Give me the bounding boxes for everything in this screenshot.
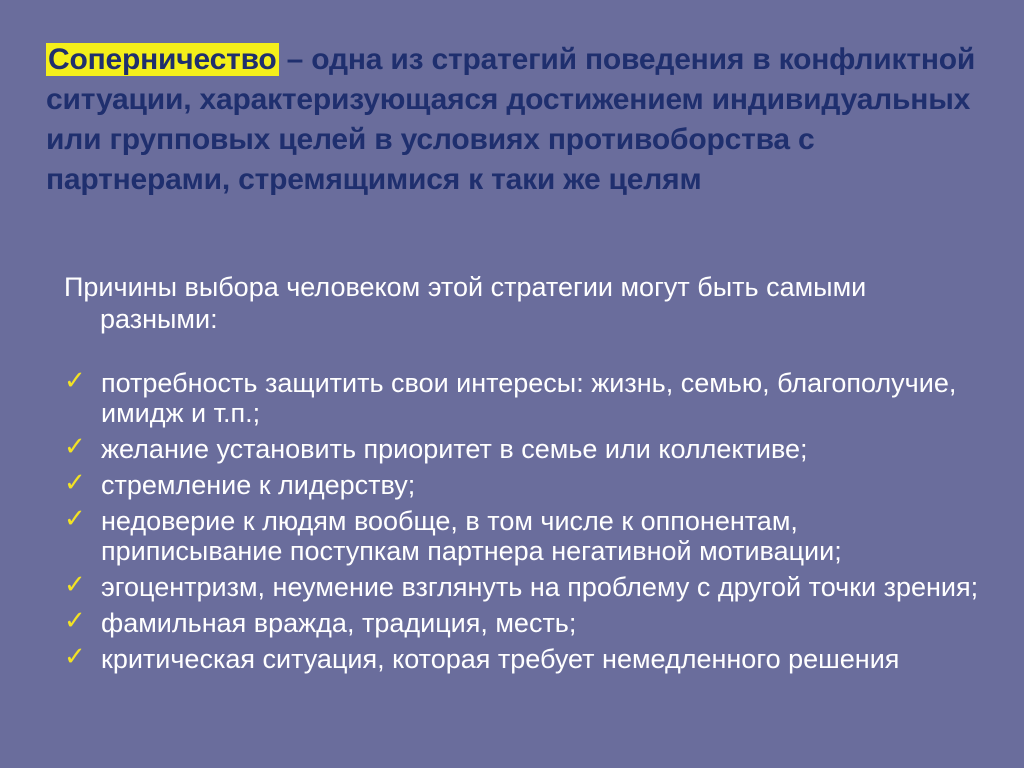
list-item: [64, 572, 984, 602]
checkmark-icon: ✓: [64, 468, 86, 498]
list-item: [64, 368, 984, 428]
reason-text: потребность защитить свои интересы: жизнь, семью, благополучие, имидж и т.п.;: [101, 368, 957, 428]
reasons-intro-line-2: разными:: [100, 304, 218, 334]
list-item: [64, 644, 984, 674]
reasons-intro-line-1: Причины выбора человеком этой стратегии могут быть самыми: [64, 272, 867, 302]
list-item: [64, 434, 984, 464]
reason-text: критическая ситуация, которая требует немедленного решения: [101, 644, 900, 674]
checkmark-icon: ✓: [64, 504, 86, 534]
reasons-list: [64, 368, 984, 680]
reason-text: фамильная вражда, традиция, месть;: [101, 608, 577, 638]
checkmark-icon: ✓: [64, 570, 86, 600]
reason-text: эгоцентризм, неумение взглянуть на проблему с другой точки зрения;: [101, 572, 979, 602]
definition-text: – одна из стратегий поведения в конфликтной ситуации, характеризующаяся достижением индивидуальных или групповых целей в условиях противоборства с партнерами, стремящимися к таки же целям: [46, 43, 976, 196]
reasons-intro: [64, 271, 964, 335]
list-item: [64, 506, 984, 566]
reason-text: желание установить приоритет в семье или коллективе;: [101, 434, 808, 464]
checkmark-icon: ✓: [64, 366, 86, 396]
reason-text: недоверие к людям вообще, в том числе к оппонентам, приписывание поступкам партнера негативной мотивации;: [101, 506, 842, 566]
definition-paragraph: [46, 40, 996, 200]
highlighted-term: Соперничество: [48, 43, 277, 76]
reason-text: стремление к лидерству;: [101, 470, 416, 500]
list-item: [64, 608, 984, 638]
checkmark-icon: ✓: [64, 606, 86, 636]
checkmark-icon: ✓: [64, 432, 86, 462]
list-item: [64, 470, 984, 500]
checkmark-icon: ✓: [64, 642, 86, 672]
